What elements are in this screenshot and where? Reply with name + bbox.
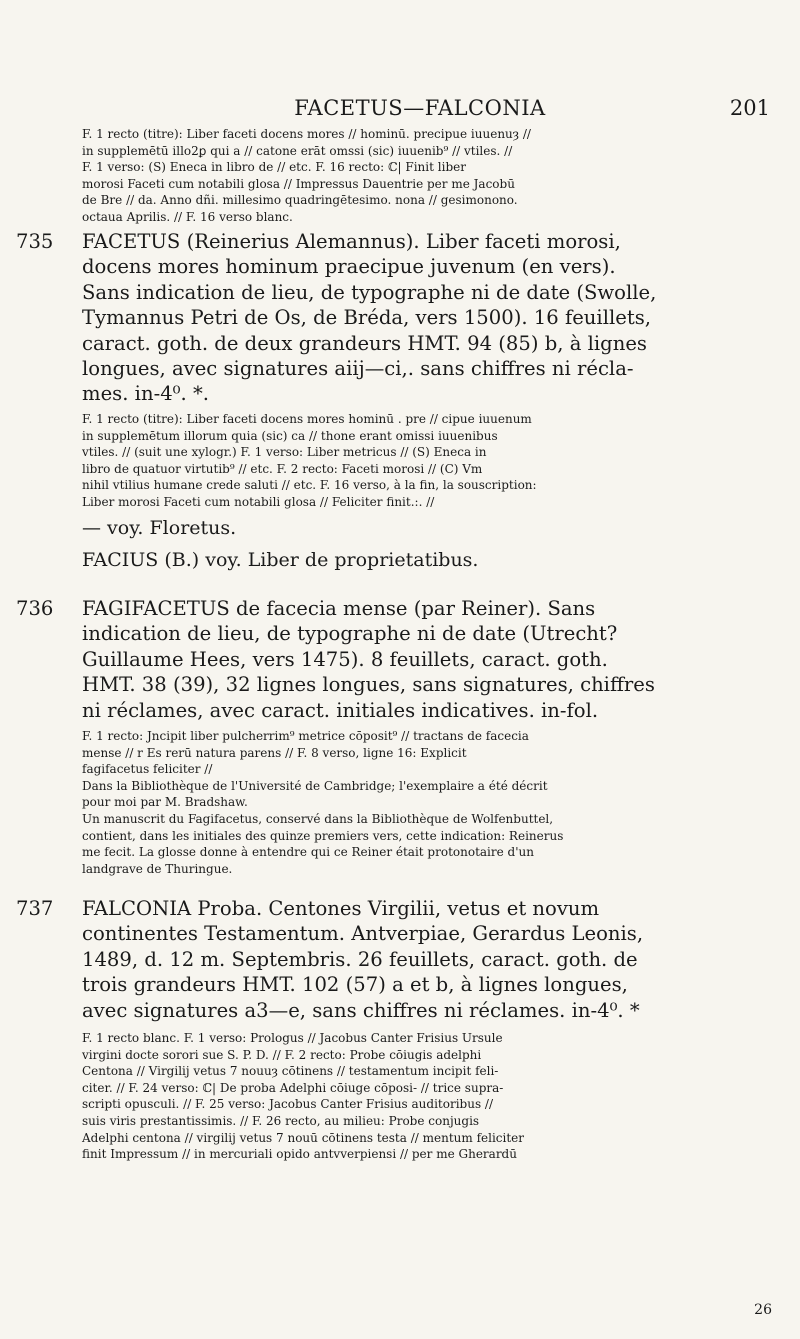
text-line: Guillaume Hees, vers 1475). 8 feuillets, caract. goth. — [82, 647, 608, 671]
collation-note — [82, 411, 772, 511]
text-line: Adelphi centona // virgilij vetus 7 nouū cōtinens testa // mentum feliciter — [82, 1130, 525, 1145]
text-line: virgini docte sorori sue S. P. D. // F. 2 recto: Probe cōiugis adelphi — [82, 1047, 482, 1062]
text-line: libro de quatuor virtutib⁹ // etc. F. 2 recto: Faceti morosi // (C) Vm — [82, 461, 483, 476]
text-line: Sans indication de lieu, de typographe ni de date (Swolle, — [82, 280, 657, 304]
text-line: FALCONIA Proba. Centones Virgilii, vetus et novum — [82, 897, 600, 920]
collation-note — [82, 728, 772, 877]
catchword: 26 — [754, 1302, 772, 1318]
catalogue-entry — [82, 596, 772, 723]
text-line: nihil vtilius humane crede saluti // etc. F. 16 verso, à la fin, la souscription: — [82, 478, 537, 493]
text-line: FAGIFACETUS de facecia mense (par Reiner). Sans — [82, 597, 596, 620]
text-line: finit Impressum // in mercuriali opido antvverpiensi // per me Gherardū — [82, 1147, 517, 1162]
text-line: Dans la Bibliothèque de l'Université de Cambridge; l'exemplaire a été décrit — [82, 778, 548, 793]
text-line: citer. // F. 24 verso: ℂ| De proba Adelphi cōiuge cōposi- // trice supra- — [82, 1080, 504, 1095]
text-line: Tymannus Petri de Os, de Bréda, vers 1500). 16 feuillets, — [82, 306, 651, 330]
text-line: F. 1 recto blanc. F. 1 verso: Prologus // Jacobus Canter Frisius Ursule — [82, 1031, 503, 1045]
cross-reference: — voy. Floretus. — [82, 517, 237, 539]
text-line: morosi Faceti cum notabili glosa // Impressus Dauentrie per me Jacobū — [82, 176, 515, 191]
text-line: FACETUS (Reinerius Alemannus). Liber faceti morosi, — [82, 230, 621, 253]
text-line: mes. in-4⁰. *. — [82, 382, 209, 406]
text-line: continentes Testamentum. Antverpiae, Gerardus Leonis, — [82, 922, 644, 946]
text-line: F. 1 recto: Jncipit liber pulcherrim⁹ metrice cōposit⁹ // tractans de facecia — [82, 729, 529, 743]
text-line: octaua Aprilis. // F. 16 verso blanc. — [82, 209, 293, 224]
text-line: contient, dans les initiales des quinze premiers vers, cette indication: Reinerus — [82, 828, 564, 843]
entry-number: 736 — [16, 597, 54, 620]
text-line: caract. goth. de deux grandeurs HMT. 94 (85) b, à lignes — [82, 331, 647, 355]
text-line: Centona // Virgilij vetus 7 nouuȝ cōtinens // testamentum incipit feli- — [82, 1064, 499, 1079]
text-line: in supplemētum illorum quia (sic) ca // thone erant omissi iuuenibus — [82, 428, 498, 443]
text-line: ni réclames, avec caract. initiales indicatives. in-fol. — [82, 698, 599, 722]
text-line: Un manuscrit du Fagifacetus, conservé dans la Bibliothèque de Wolfenbuttel, — [82, 811, 554, 826]
entry-number: 737 — [16, 897, 54, 920]
running-title: FACETUS—FALCONIA — [294, 96, 546, 120]
page-header — [70, 96, 770, 126]
text-line: pour moi par M. Bradshaw. — [82, 795, 248, 810]
text-line: avec signatures a3—e, sans chiffres ni réclames. in-4⁰. * — [82, 998, 640, 1022]
text-line: trois grandeurs HMT. 102 (57) a et b, à lignes longues, — [82, 973, 628, 997]
text-line: landgrave de Thuringue. — [82, 861, 233, 876]
catalogue-entry — [82, 896, 772, 1023]
collation-note — [82, 1030, 772, 1163]
text-line: 1489, d. 12 m. Septembris. 26 feuillets, caract. goth. de — [82, 947, 638, 971]
text-line: longues, avec signatures aiij—ci,. sans chiffres ni récla- — [82, 357, 634, 381]
text-line: Liber morosi Faceti cum notabili glosa // Feliciter finit.:. // — [82, 494, 435, 509]
cross-reference: FACIUS (B.) voy. Liber de proprietatibus. — [82, 549, 479, 571]
entry-number: 735 — [16, 230, 54, 253]
text-line: F. 1 recto (titre): Liber faceti docens mores hominū . pre // cipue iuuenum — [82, 412, 532, 426]
catalogue-entry — [82, 229, 772, 407]
text-line: F. 1 verso: (S) Eneca in libro de // etc. F. 16 recto: ℂ| Finit liber — [82, 160, 466, 175]
text-line: me fecit. La glosse donne à entendre qui ce Reiner était protonotaire d'un — [82, 845, 534, 860]
text-line: HMT. 38 (39), 32 lignes longues, sans signatures, chiffres — [82, 673, 655, 697]
text-line: indication de lieu, de typographe ni de date (Utrecht? — [82, 622, 618, 646]
text-line: mense // r Es rerū natura parens // F. 8 verso, ligne 16: Explicit — [82, 745, 467, 760]
text-line: fagifacetus feliciter // — [82, 762, 213, 777]
text-line: docens mores hominum praecipue juvenum (en vers). — [82, 255, 616, 279]
text-line: vtiles. // (suit une xylogr.) F. 1 verso: Liber metricus // (S) Eneca in — [82, 445, 487, 460]
text-line: F. 1 recto (titre): Liber faceti docens mores // hominū. precipue iuuenuȝ // — [82, 127, 531, 141]
text-line: scripti opusculi. // F. 25 verso: Jacobus Canter Frisius auditoribus // — [82, 1097, 494, 1112]
collation-note — [82, 126, 772, 226]
text-line: suis viris prestantissimis. // F. 26 recto, au milieu: Probe conjugis — [82, 1113, 480, 1128]
text-line: de Bre // da. Anno dñi. millesimo quadringētesimo. nona // gesimonono. — [82, 193, 518, 208]
text-line: in supplemētū illo2ꝑ qui a // catone erāt omssi (sic) iuuenib⁹ // vtiles. // — [82, 143, 513, 158]
page-number: 201 — [729, 96, 770, 120]
